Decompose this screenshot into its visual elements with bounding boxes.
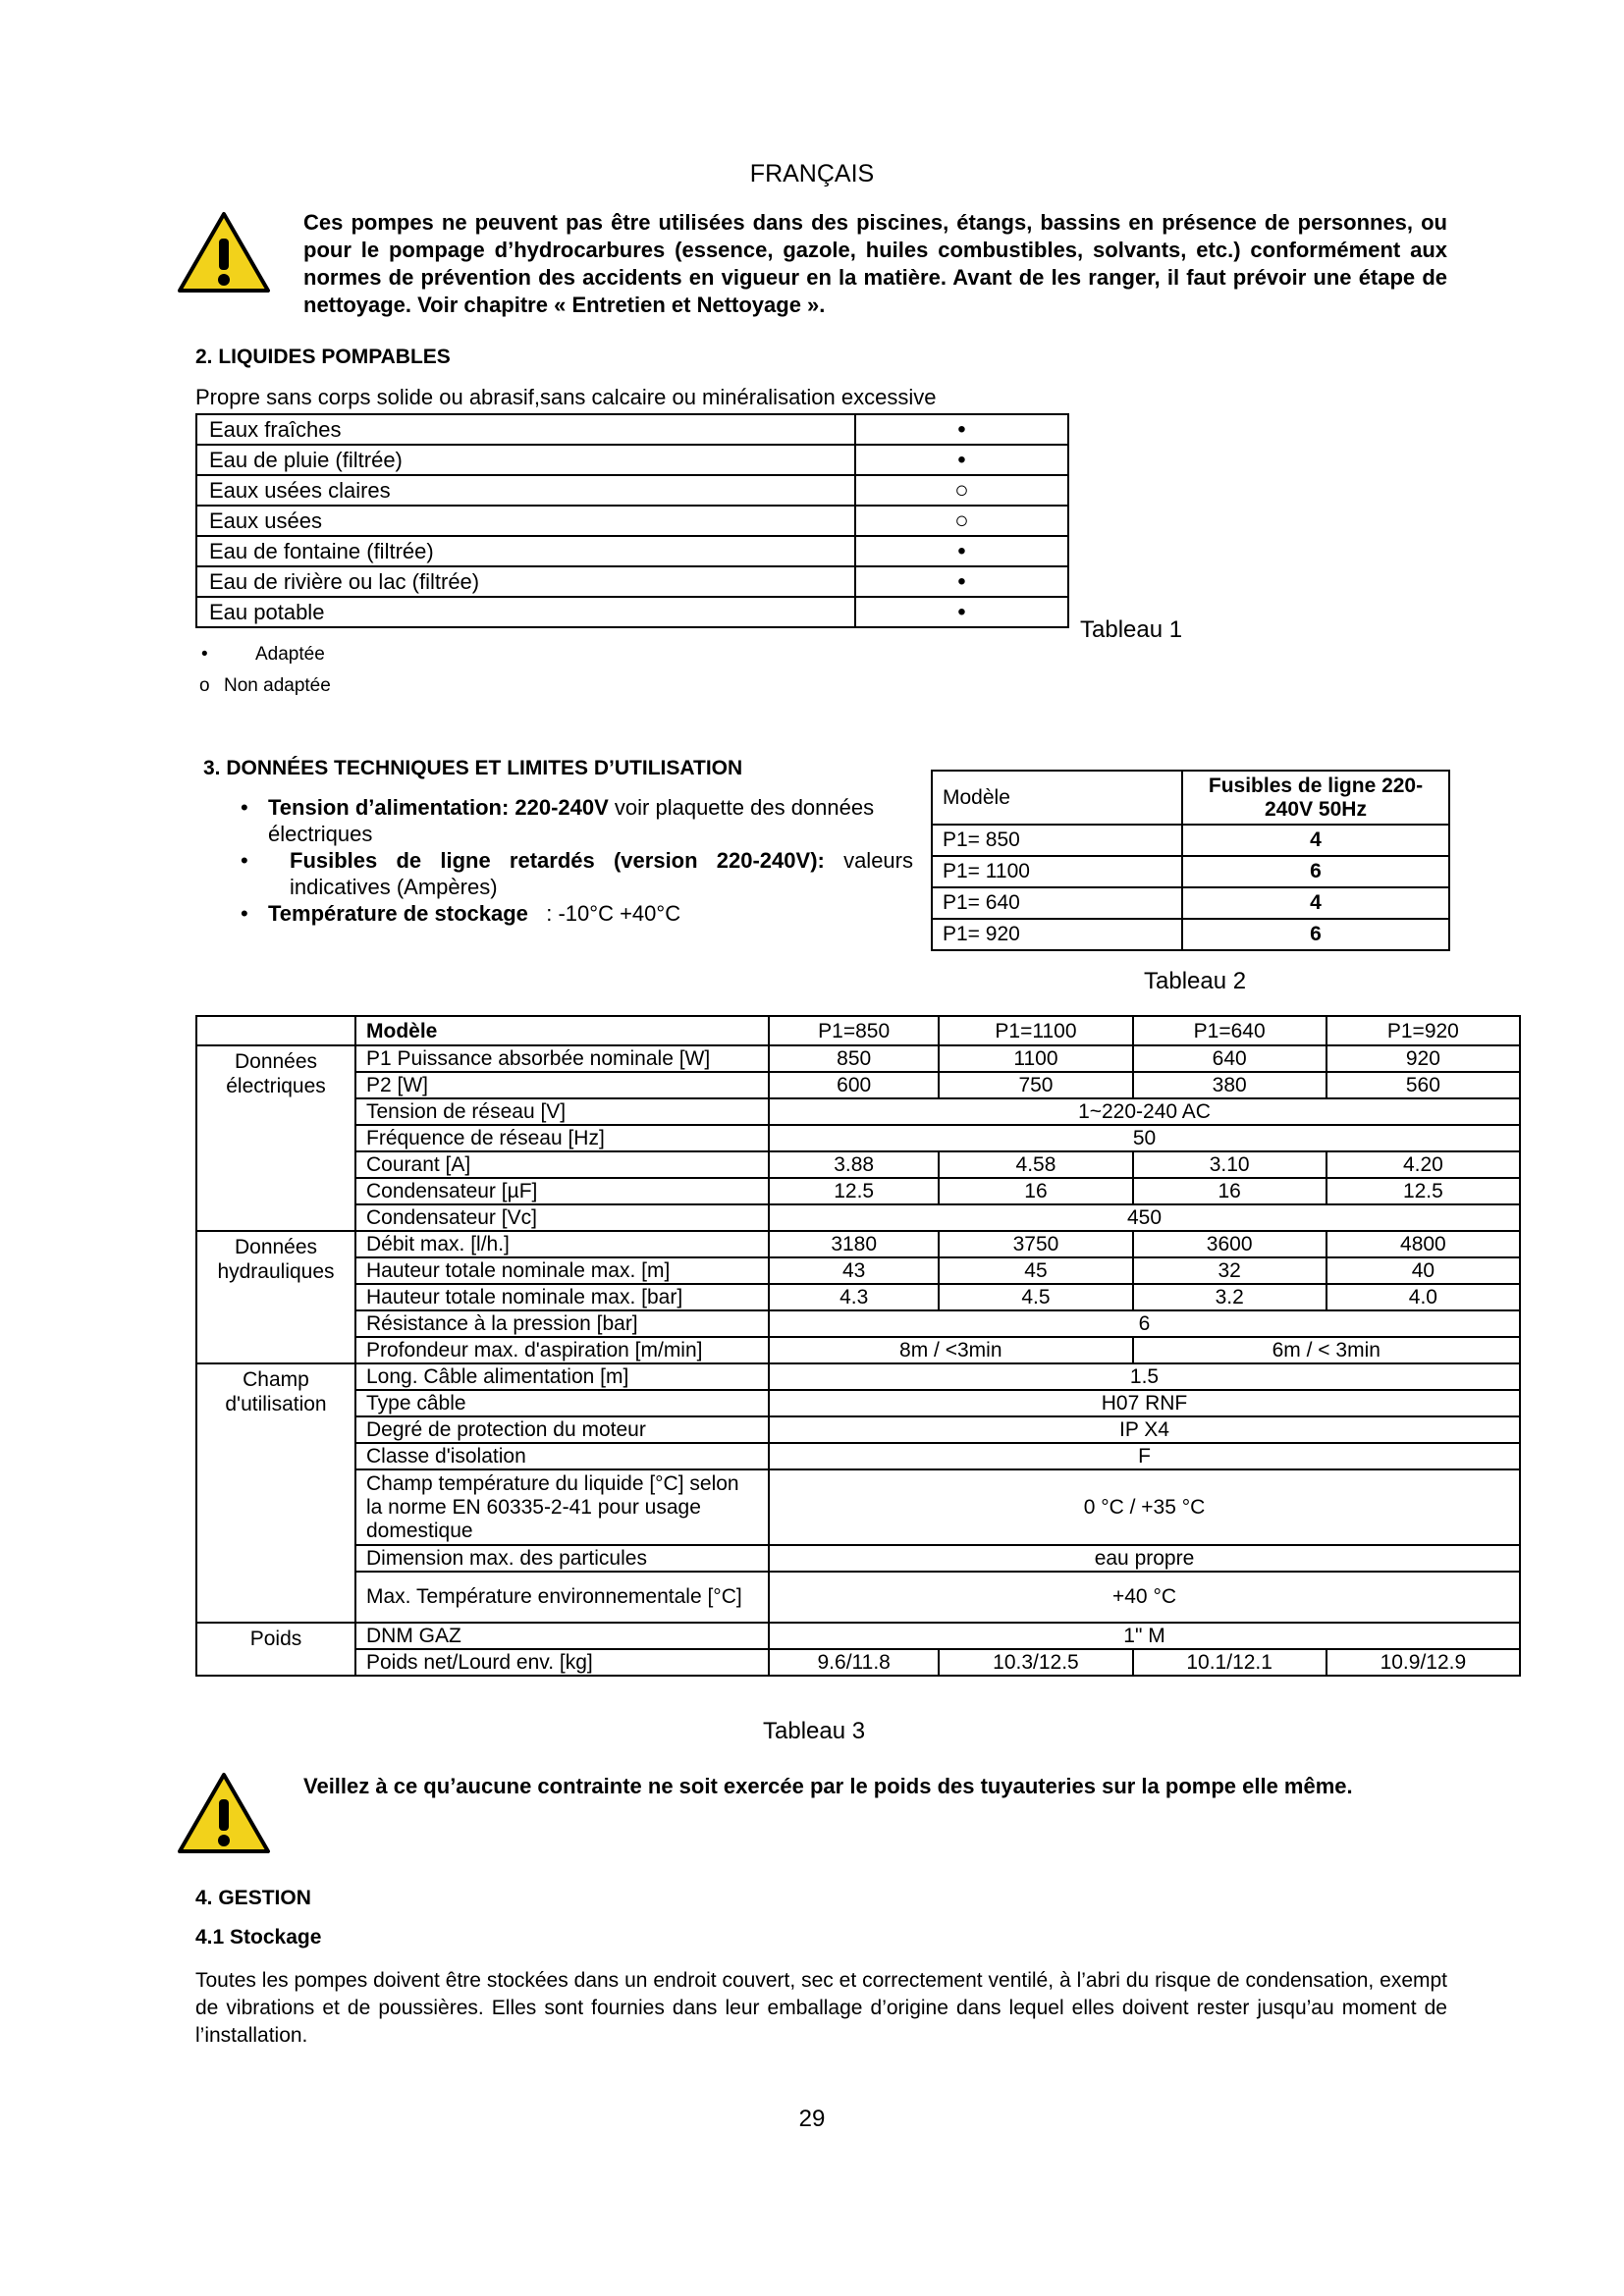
language-heading: FRANÇAIS	[749, 160, 875, 187]
bullet-rest: valeurs indicatives (Ampères)	[290, 848, 913, 899]
value-cell: 43	[769, 1257, 939, 1284]
row-label: Degré de protection du moteur	[355, 1416, 769, 1443]
value-cell: 4.5	[939, 1284, 1132, 1310]
value-cell: 380	[1133, 1072, 1326, 1098]
value-cell: 3.10	[1133, 1151, 1326, 1178]
value-cell: 3.2	[1133, 1284, 1326, 1310]
value-cell: 10.9/12.9	[1326, 1649, 1520, 1676]
table-header-row	[932, 771, 1449, 825]
table-row	[196, 1310, 1520, 1337]
table-row	[196, 1257, 1520, 1284]
legend-symbol-unsuitable: o	[199, 675, 210, 696]
value-cell: 6m / < 3min	[1133, 1337, 1520, 1363]
model-cell: P1= 850	[932, 825, 1182, 856]
value-cell: 50	[769, 1125, 1520, 1151]
suitability-mark: ○	[855, 506, 1068, 536]
row-label: Poids net/Lourd env. [kg]	[355, 1649, 769, 1676]
liquid-label: Eaux usées	[196, 506, 855, 536]
value-cell: 6	[769, 1310, 1520, 1337]
row-label: Résistance à la pression [bar]	[355, 1310, 769, 1337]
value-cell: 1100	[939, 1045, 1132, 1072]
row-label: Long. Câble alimentation [m]	[355, 1363, 769, 1390]
value-cell: 560	[1326, 1072, 1520, 1098]
value-cell: 10.1/12.1	[1133, 1649, 1326, 1676]
table-row	[196, 1337, 1520, 1363]
value-cell: 750	[939, 1072, 1132, 1098]
table-row	[196, 1151, 1520, 1178]
bullet-voltage	[241, 794, 913, 847]
table-row	[932, 887, 1449, 919]
value-cell: 3750	[939, 1231, 1132, 1257]
value-cell: 4.58	[939, 1151, 1132, 1178]
row-label: Champ température du liquide [°C] selon la norme EN 60335-2-41 pour usage domestique	[355, 1469, 769, 1545]
row-label: Type câble	[355, 1390, 769, 1416]
table-row	[196, 1623, 1520, 1649]
table-row	[196, 1098, 1520, 1125]
value-cell: 4800	[1326, 1231, 1520, 1257]
table-row	[196, 1125, 1520, 1151]
bullet-dot-icon: •	[241, 848, 248, 873]
fuse-cell: 6	[1182, 856, 1449, 887]
table-row	[196, 475, 1068, 506]
column-header: P1=1100	[939, 1016, 1132, 1045]
section-2-title: 2. LIQUIDES POMPABLES	[195, 346, 451, 368]
table-row	[196, 414, 1068, 445]
row-label: Courant [A]	[355, 1151, 769, 1178]
column-header: P1=920	[1326, 1016, 1520, 1045]
table-row	[196, 597, 1068, 627]
row-label: DNM GAZ	[355, 1623, 769, 1649]
row-label: P1 Puissance absorbée nominale [W]	[355, 1045, 769, 1072]
value-cell: 40	[1326, 1257, 1520, 1284]
value-cell: 4.20	[1326, 1151, 1520, 1178]
table-row	[196, 1572, 1520, 1623]
value-cell: 8m / <3min	[769, 1337, 1133, 1363]
value-cell: 1.5	[769, 1363, 1520, 1390]
table-row	[196, 566, 1068, 597]
liquid-label: Eaux fraîches	[196, 414, 855, 445]
value-cell: eau propre	[769, 1545, 1520, 1572]
value-cell: 3180	[769, 1231, 939, 1257]
value-cell: 4.0	[1326, 1284, 1520, 1310]
value-cell: +40 °C	[769, 1572, 1520, 1623]
value-cell: 850	[769, 1045, 939, 1072]
group-usage: Champ d'utilisation	[196, 1363, 355, 1623]
column-header: P1=640	[1133, 1016, 1326, 1045]
value-cell: 1~220-240 AC	[769, 1098, 1520, 1125]
suitability-mark: •	[855, 566, 1068, 597]
value-cell: 16	[1133, 1178, 1326, 1204]
liquid-label: Eau de fontaine (filtrée)	[196, 536, 855, 566]
suitability-mark: •	[855, 445, 1068, 475]
table-row	[196, 1284, 1520, 1310]
liquid-label: Eau potable	[196, 597, 855, 627]
table-row	[196, 1416, 1520, 1443]
value-cell: 10.3/12.5	[939, 1649, 1132, 1676]
bullet-dot-icon: •	[241, 901, 248, 926]
table-row	[196, 506, 1068, 536]
value-cell: 3.88	[769, 1151, 939, 1178]
column-header: P1=850	[769, 1016, 939, 1045]
value-cell: 3600	[1133, 1231, 1326, 1257]
section-3-title: 3. DONNÉES TECHNIQUES ET LIMITES D’UTILISATION	[203, 757, 743, 779]
value-cell: 450	[769, 1204, 1520, 1231]
bullet-bold: Tension d’alimentation: 220-240V	[268, 795, 609, 820]
suitability-mark: ○	[855, 475, 1068, 506]
fuse-table-model-header: Modèle	[932, 771, 1182, 825]
liquid-label: Eau de pluie (filtrée)	[196, 445, 855, 475]
row-label: Hauteur totale nominale max. [m]	[355, 1257, 769, 1284]
warning-triangle-icon	[177, 1772, 271, 1854]
table-row	[196, 1390, 1520, 1416]
value-cell: 16	[939, 1178, 1132, 1204]
value-cell: 45	[939, 1257, 1132, 1284]
value-cell: 9.6/11.8	[769, 1649, 939, 1676]
table-row	[196, 1045, 1520, 1072]
fuse-cell: 4	[1182, 887, 1449, 919]
value-cell: 600	[769, 1072, 939, 1098]
table-row	[196, 1545, 1520, 1572]
row-label: Max. Température environnementale [°C]	[355, 1572, 769, 1623]
group-hydraulic: Données hydrauliques	[196, 1231, 355, 1363]
value-cell: 640	[1133, 1045, 1326, 1072]
liquid-label: Eau de rivière ou lac (filtrée)	[196, 566, 855, 597]
suitability-mark: •	[855, 536, 1068, 566]
row-label: Fréquence de réseau [Hz]	[355, 1125, 769, 1151]
model-cell: P1= 640	[932, 887, 1182, 919]
bullet-bold: Température de stockage	[268, 901, 528, 926]
table-3-caption: Tableau 3	[763, 1718, 866, 1744]
technical-data-table	[195, 1015, 1521, 1677]
legend-symbol-suitable: •	[201, 644, 208, 665]
value-cell: 0 °C / +35 °C	[769, 1469, 1520, 1545]
warning-triangle-icon	[177, 211, 271, 294]
section-4-1-title: 4.1 Stockage	[195, 1926, 322, 1949]
suitability-mark: •	[855, 597, 1068, 627]
row-label: Débit max. [l/h.]	[355, 1231, 769, 1257]
table-row	[196, 536, 1068, 566]
table-row	[932, 919, 1449, 950]
value-cell: 12.5	[769, 1178, 939, 1204]
row-label: Condensateur [Vc]	[355, 1204, 769, 1231]
model-cell: P1= 1100	[932, 856, 1182, 887]
fuse-cell: 6	[1182, 919, 1449, 950]
row-label: Condensateur [µF]	[355, 1178, 769, 1204]
bullet-dot-icon: •	[241, 795, 248, 820]
table-row	[932, 825, 1449, 856]
row-label: Hauteur totale nominale max. [bar]	[355, 1284, 769, 1310]
row-label: P2 [W]	[355, 1072, 769, 1098]
bullet-storage-temp	[241, 900, 913, 927]
fuse-cell: 4	[1182, 825, 1449, 856]
table-row	[196, 1363, 1520, 1390]
fuse-table	[931, 770, 1450, 951]
value-cell: 920	[1326, 1045, 1520, 1072]
value-cell: F	[769, 1443, 1520, 1469]
table-row	[932, 856, 1449, 887]
fuse-table-fuse-header: Fusibles de ligne 220-240V 50Hz	[1182, 771, 1449, 825]
model-header: Modèle	[355, 1016, 769, 1045]
value-cell: 32	[1133, 1257, 1326, 1284]
group-weight: Poids	[196, 1623, 355, 1676]
table-row	[196, 445, 1068, 475]
row-label: Tension de réseau [V]	[355, 1098, 769, 1125]
table-row	[196, 1469, 1520, 1545]
section-4-title: 4. GESTION	[195, 1887, 311, 1909]
bullet-rest: voir plaquette des données électriques	[268, 795, 875, 846]
group-cell-empty	[196, 1016, 355, 1045]
bullet-fuses	[241, 847, 913, 900]
table-row	[196, 1649, 1520, 1676]
liquids-table	[195, 413, 1069, 628]
value-cell: H07 RNF	[769, 1390, 1520, 1416]
table-row	[196, 1178, 1520, 1204]
row-label: Profondeur max. d'aspiration [m/min]	[355, 1337, 769, 1363]
warning-text-pipe-weight: Veillez à ce qu’aucune contrainte ne soit exercée par le poids des tuyauteries sur la pompe elle même.	[303, 1774, 1353, 1798]
legend-text-unsuitable: Non adaptée	[224, 675, 331, 696]
model-cell: P1= 920	[932, 919, 1182, 950]
bullet-bold: Fusibles de ligne retardés (version 220-240V):	[290, 848, 825, 873]
value-cell: 1" M	[769, 1623, 1520, 1649]
row-label: Classe d'isolation	[355, 1443, 769, 1469]
value-cell: IP X4	[769, 1416, 1520, 1443]
table-row	[196, 1443, 1520, 1469]
suitability-mark: •	[855, 414, 1068, 445]
technical-bullets	[241, 794, 913, 927]
table-header-row	[196, 1016, 1520, 1045]
table-row	[196, 1204, 1520, 1231]
value-cell: 12.5	[1326, 1178, 1520, 1204]
table-1-caption: Tableau 1	[1080, 616, 1183, 643]
group-electrical: Données électriques	[196, 1045, 355, 1231]
storage-paragraph: Toutes les pompes doivent être stockées dans un endroit couvert, sec et correctement ventilé, à l’abri du risque de condensation, exempt de vibrations et de poussières. Elles sont fournies dans leur emballage d’origine dans lequel elles doivent rester jusqu’au moment de l’installation.	[195, 1969, 1447, 2047]
liquid-label: Eaux usées claires	[196, 475, 855, 506]
bullet-rest: : -10°C +40°C	[527, 901, 681, 926]
row-label: Dimension max. des particules	[355, 1545, 769, 1572]
table-2-caption: Tableau 2	[1144, 968, 1247, 994]
warning-text-chemicals: Ces pompes ne peuvent pas être utilisées dans des piscines, étangs, bassins en présence de personnes, ou pour le pompage d’hydrocarbures (essence, gazole, huiles combustibles, solvants, etc.) conformément aux normes de prévention des accidents en vigueur en la matière. Avant de les ranger, il faut prévoir une étape de nettoyage. Voir chapitre « Entretien et Nettoyage ».	[303, 210, 1447, 317]
value-cell: 4.3	[769, 1284, 939, 1310]
page-number: 29	[798, 2106, 826, 2132]
section-2-intro: Propre sans corps solide ou abrasif,sans calcaire ou minéralisation excessive	[195, 385, 937, 409]
table-row	[196, 1072, 1520, 1098]
legend-text-suitable: Adaptée	[255, 644, 325, 665]
table-row	[196, 1231, 1520, 1257]
